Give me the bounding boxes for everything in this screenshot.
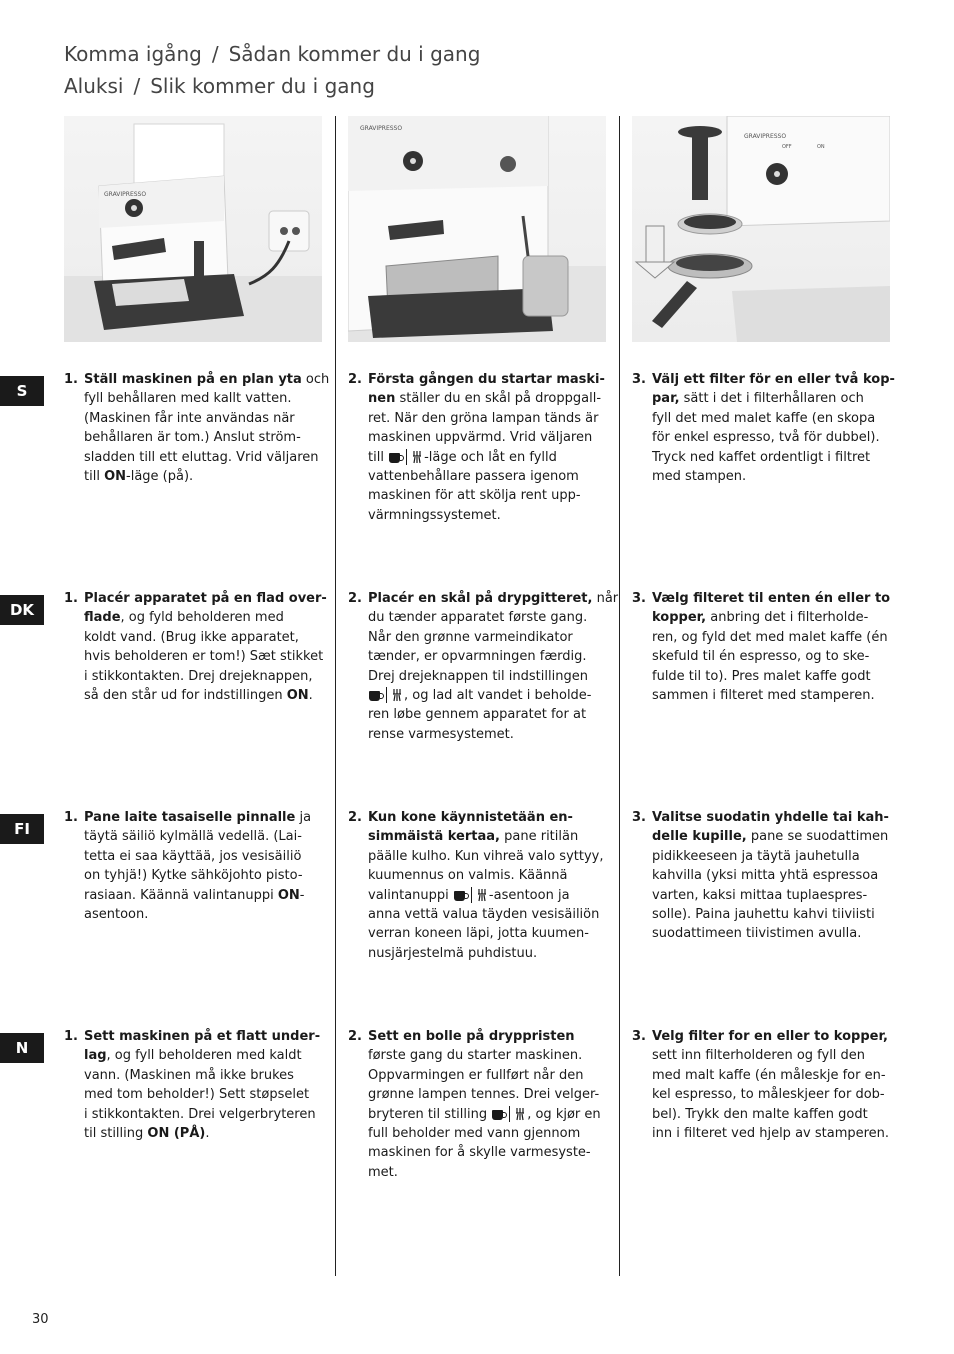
step-text: Når den grønne varmeindikator: [368, 629, 573, 645]
step-text: ställer du en skål på droppgall-: [395, 391, 602, 407]
step-emphasis: ON: [286, 688, 309, 704]
step-number: 2.: [348, 810, 362, 825]
language-tab-norwegian: N: [0, 1033, 44, 1063]
step-3-swedish: [632, 370, 895, 486]
divider-bar-icon: [386, 687, 387, 703]
step-text: anbring det i filterholde-: [706, 610, 869, 626]
step-text: päälle kulho. Kun vihreä valo syttyy,: [368, 848, 604, 864]
step-emphasis: Valitse suodatin yhdelle tai kah-: [652, 810, 889, 825]
step-text: solle). Paina jauhettu kahvi tiiviisti: [652, 907, 875, 923]
step-text: hvis beholderen er tom!) Sæt stikket: [84, 649, 324, 665]
step-emphasis: flade: [84, 610, 121, 626]
step-emphasis: Placér apparatet på en flad over-: [84, 591, 327, 606]
brand-label-1: GRAVIPRESSO: [104, 191, 147, 198]
step-emphasis: Velg filter for en eller to kopper,: [652, 1029, 888, 1044]
step-number: 2.: [348, 372, 362, 387]
step-number: 3.: [632, 1029, 646, 1044]
step-number: 3.: [632, 372, 646, 387]
step-number: 1.: [64, 810, 78, 825]
title-swedish: Komma igång: [64, 42, 202, 66]
brand-label-2: GRAVIPRESSO: [360, 125, 403, 132]
step-emphasis: delle kupille,: [652, 829, 747, 845]
step-emphasis: kopper,: [652, 610, 707, 626]
step-3-danish: [632, 589, 890, 705]
step-text: sammen i filteret med stamperen.: [652, 688, 875, 704]
step-2-norwegian: [348, 1027, 606, 1182]
title-danish: Sådan kommer du i gang: [228, 42, 481, 66]
step-text: -läge och låt en fylld: [424, 449, 557, 465]
coffee-cup-icon: [369, 691, 380, 701]
machine-illustration-2: [348, 116, 606, 342]
step-text: för enkel espresso, två för dubbel).: [652, 430, 880, 446]
step-text: full beholder med vann gjennom: [368, 1126, 581, 1142]
step-text: inn i filteret ved hjelp av stamperen.: [652, 1126, 890, 1142]
coffee-cup-icon: [389, 453, 400, 463]
steam-icon: [411, 450, 423, 464]
step-text: grønne lampen tennes. Drei velger-: [368, 1087, 600, 1103]
steam-icon: [391, 688, 403, 702]
step-text: i stikkontakten. Drei velgerbryteren: [84, 1106, 316, 1122]
step-text: verran koneen läpi, jotta kuumen-: [368, 926, 589, 942]
step-text: fulde til to). Pres malet kaffe godt: [652, 668, 871, 684]
step-text: du tænder apparatet første gang.: [368, 610, 588, 626]
step-text: skefuld til én espresso, og to ske-: [652, 649, 870, 665]
title-separator: /: [133, 74, 141, 98]
step-text: on tyhjä!) Kytke sähköjohto pisto-: [84, 868, 303, 884]
divider-bar-icon: [406, 449, 407, 465]
step-text: første gang du starter maskinen.: [368, 1048, 583, 1064]
step-text: maskinen för att skölja rent upp-: [368, 488, 581, 504]
step-text: maskinen uppvärmd. Vrid väljaren: [368, 430, 593, 446]
step-text: sladden till ett eluttag. Vrid väljaren: [84, 449, 319, 465]
step-number: 1.: [64, 1029, 78, 1044]
step-text: i stikkontakten. Drej drejeknappen,: [84, 668, 313, 684]
step-emphasis: Ställ maskinen på en plan yta: [84, 372, 302, 387]
step-text: (Maskinen får inte användas när: [84, 410, 295, 426]
step-emphasis: nen: [368, 391, 396, 407]
step-1-finnish: [64, 808, 322, 924]
step-text: -: [299, 887, 305, 903]
step-2-swedish: [348, 370, 606, 525]
step-text: , og kjør en: [527, 1106, 601, 1122]
step-text: med malt kaffe (én måleskje for en-: [652, 1067, 886, 1083]
step-emphasis: Välj ett filter för en eller två kop-: [652, 372, 895, 387]
step-3-finnish: [632, 808, 890, 944]
step-text: ja: [295, 810, 312, 825]
step-text: kahvilla (yksi mitta yhtä espressoa: [652, 868, 879, 884]
step-text: fyll behållaren med kallt vatten.: [84, 391, 292, 407]
step-text: ren, og fyld det med malet kaffe (én: [652, 629, 888, 645]
step-text: suodattimeen tiivistimen avulla.: [652, 926, 862, 942]
step-text: Tryck ned kaffet ordentligt i filtret: [652, 449, 871, 465]
step-number: 1.: [64, 372, 78, 387]
step-2-finnish: [348, 808, 606, 963]
step-text: maskinen for å skylle varmesyste-: [368, 1145, 591, 1161]
step-text: bel). Trykk den malte kaffen godt: [652, 1106, 868, 1122]
column-divider: [335, 116, 336, 1276]
step-text: tænder, er opvarmningen færdig.: [368, 649, 587, 665]
step-emphasis: Placér en skål på drypgitteret,: [368, 591, 593, 606]
step-text: -läge (på).: [126, 469, 194, 485]
step-text: koldt vand. (Brug ikke apparatet,: [84, 629, 299, 645]
brand-label-3: GRAVIPRESSO: [744, 133, 787, 140]
title-finnish: Aluksi: [64, 74, 124, 98]
step-text: kel espresso, to måleskjeer for dob-: [652, 1087, 885, 1103]
illustration-bowl-on-drip-tray: [348, 116, 606, 342]
step-emphasis: par,: [652, 391, 680, 407]
step-text: , og fyll beholderen med kaldt: [106, 1048, 302, 1064]
illustration-filter-and-tamper: [632, 116, 890, 342]
step-text: , og lad alt vandet i beholde-: [404, 688, 592, 704]
step-emphasis: Sett maskinen på et flatt under-: [84, 1029, 321, 1044]
column-divider: [619, 116, 620, 1276]
step-text: når: [592, 591, 619, 606]
step-number: 2.: [348, 591, 362, 606]
step-emphasis: lag: [84, 1048, 107, 1064]
page-title-line-1: [64, 42, 480, 66]
machine-illustration-3: [632, 116, 890, 342]
step-text: anna vettä valua täyden vesisäiliön: [368, 907, 600, 923]
step-text: kuumennus on valmis. Käännä: [368, 868, 568, 884]
steam-icon: [514, 1107, 526, 1121]
divider-bar-icon: [509, 1106, 510, 1122]
coffee-cup-icon: [454, 891, 465, 901]
step-text: och: [301, 372, 330, 387]
step-text: värmningssystemet.: [368, 507, 501, 523]
step-text: vann. (Maskinen må ikke brukes: [84, 1067, 294, 1083]
page-title-line-2: [64, 74, 375, 98]
step-text: ren løbe gennem apparatet for at: [368, 707, 587, 723]
step-emphasis: Sett en bolle på dryppristen: [368, 1029, 575, 1044]
step-text: ret. När den gröna lampan tänds är: [368, 410, 599, 426]
step-emphasis: ON: [277, 887, 300, 903]
step-text: bryteren til stilling: [368, 1106, 492, 1122]
step-1-danish: [64, 589, 327, 705]
step-text: Drej drejeknappen til indstillingen: [368, 668, 588, 684]
arrow-down-icon: [636, 226, 674, 278]
step-emphasis: Pane laite tasaiselle pinnalle: [84, 810, 296, 825]
step-number: 1.: [64, 591, 78, 606]
step-text: .: [308, 688, 313, 704]
step-text: behållaren är tom.) Anslut ström-: [84, 430, 301, 446]
step-emphasis: ON (PÅ): [147, 1126, 206, 1142]
step-text: , og fyld beholderen med: [120, 610, 284, 626]
step-2-danish: [348, 589, 619, 744]
step-text: pidikkeeseen ja täytä jauhetulla: [652, 848, 860, 864]
step-emphasis: Kun kone käynnistetään en-: [368, 810, 573, 825]
step-text: med stampen.: [652, 469, 747, 485]
step-text: rense varmesystemet.: [368, 726, 514, 742]
step-text: till: [368, 449, 389, 465]
step-number: 2.: [348, 1029, 362, 1044]
step-text: asentoon.: [84, 907, 149, 923]
step-emphasis: Vælg filteret til enten én eller to: [652, 591, 891, 606]
language-tab-swedish: S: [0, 376, 44, 406]
off-label: OFF: [782, 144, 792, 150]
divider-bar-icon: [471, 887, 472, 903]
step-text: varten, kaksi mittaa tuplaespres-: [652, 887, 868, 903]
step-text: sett inn filterholderen og fyll den: [652, 1048, 866, 1064]
steam-icon: [476, 888, 488, 902]
step-text: Oppvarmingen er fullført når den: [368, 1067, 584, 1083]
step-emphasis: Första gången du startar maski-: [368, 372, 605, 387]
illustration-machine-plugged-in: [64, 116, 322, 342]
step-text: med tom beholder!) Sett støpselet: [84, 1087, 310, 1103]
step-text: vattenbehållare passera igenom: [368, 469, 579, 485]
title-norwegian: Slik kommer du i gang: [150, 74, 375, 98]
step-1-norwegian: [64, 1027, 322, 1143]
step-text: så den står ud for indstillingen: [84, 688, 287, 704]
step-text: til stilling: [84, 1126, 148, 1142]
step-text: .: [205, 1126, 210, 1142]
page-number: 30: [32, 1312, 49, 1327]
on-label: ON: [817, 144, 825, 150]
step-emphasis: ON: [104, 469, 127, 485]
step-text: pane se suodattimen: [746, 829, 889, 845]
machine-illustration-1: [64, 116, 322, 342]
step-text: täytä säiliö kylmällä vedellä. (Lai-: [84, 829, 302, 845]
step-3-norwegian: [632, 1027, 890, 1143]
language-tab-danish: DK: [0, 595, 44, 625]
step-text: rasiaan. Käännä valintanuppi: [84, 887, 278, 903]
step-text: fyll det med malet kaffe (en skopa: [652, 410, 876, 426]
coffee-cup-icon: [492, 1110, 503, 1120]
title-separator: /: [211, 42, 219, 66]
step-text: tetta ei saa käyttää, jos vesisäiliö: [84, 848, 302, 864]
step-text: pane ritilän: [500, 829, 579, 845]
step-1-swedish: [64, 370, 330, 486]
step-text: till: [84, 469, 105, 485]
step-text: sätt i det i filterhållaren och: [679, 391, 864, 407]
language-tab-finnish: FI: [0, 814, 44, 844]
step-text: nusjärjestelmä puhdistuu.: [368, 945, 538, 961]
step-emphasis: simmäistä kertaa,: [368, 829, 500, 845]
step-text: -asentoon ja: [488, 887, 570, 903]
step-text: valintanuppi: [368, 887, 453, 903]
step-number: 3.: [632, 810, 646, 825]
step-text: met.: [368, 1164, 398, 1180]
step-number: 3.: [632, 591, 646, 606]
